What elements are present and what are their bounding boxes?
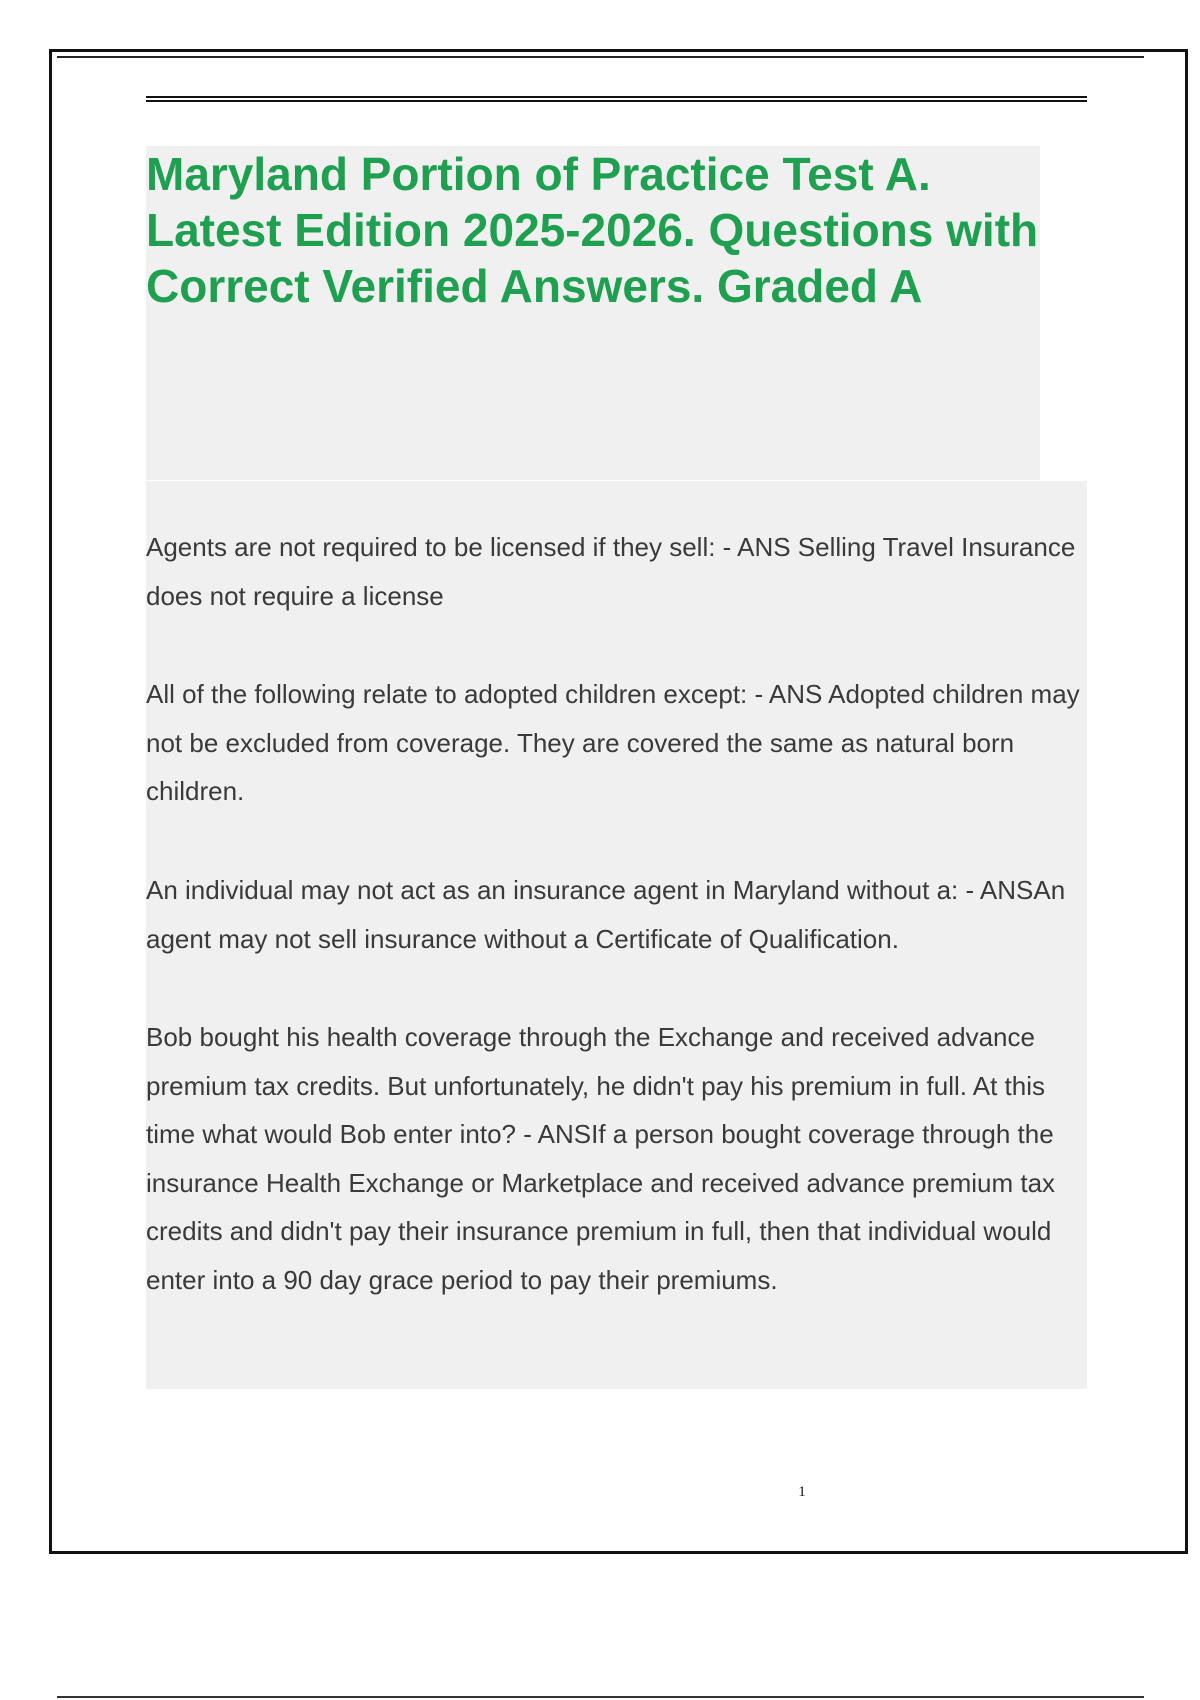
header-double-rule <box>146 96 1087 102</box>
title-highlight <box>146 146 1040 480</box>
qa-item: Agents are not required to be licensed if they sell: - ANS Selling Travel Insurance does not require a license <box>146 532 1076 611</box>
qa-content <box>146 481 1087 1389</box>
document-title: Maryland Portion of Practice Test A. Latest Edition 2025-2026. Questions with Correct Verified Answers. Graded A <box>146 148 1039 312</box>
top-rule <box>57 56 1144 58</box>
next-page-rule <box>57 1696 1144 1698</box>
page-number: 1 <box>798 1484 806 1500</box>
qa-item: Bob bought his health coverage through the Exchange and received advance premium tax credits. But unfortunately, he didn't pay his premium in full. At this time what would Bob enter into? - ANSIf a person bought coverage through the insurance Health Exchange or Marketplace and received advance premium tax credits and didn't pay their insurance premium in full, then that individual would enter into a 90 day grace period to pay their premiums. <box>146 1022 1056 1295</box>
qa-item: An individual may not act as an insurance agent in Maryland without a: - ANSAn agent may not sell insurance without a Certificate of Qualification. <box>146 875 1066 954</box>
qa-item: All of the following relate to adopted children except: - ANS Adopted children may not be excluded from coverage. They are covered the same as natural born children. <box>146 679 1080 806</box>
